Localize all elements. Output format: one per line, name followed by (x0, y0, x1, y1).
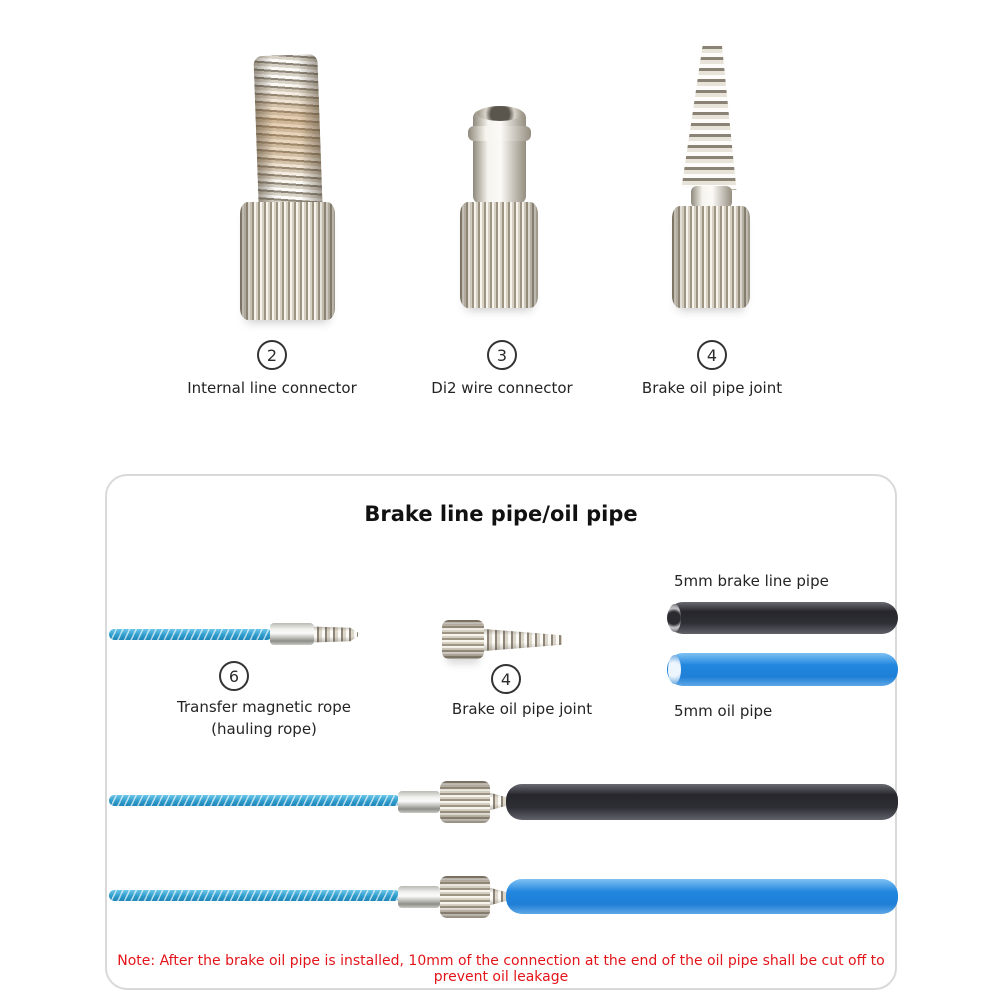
joint-knurled-nut (442, 620, 484, 659)
joint-number: 4 (500, 669, 512, 689)
part-label: Internal line connector (187, 379, 357, 397)
knurled-base (460, 202, 538, 308)
knurled-base (672, 206, 750, 308)
rope-end-sleeve (398, 886, 440, 908)
connector-collar (691, 186, 732, 208)
barrel-opening (477, 106, 523, 121)
rope-end-thread (314, 626, 358, 643)
joint-knurled-nut (440, 781, 490, 823)
coil-thread (681, 42, 741, 190)
oil-pipe-label: 5mm oil pipe (674, 702, 773, 720)
joint-number-badge (491, 664, 521, 694)
caption-di2-wire-connector (402, 340, 602, 397)
brake-line-pipe-sample (667, 602, 898, 634)
rope-end-sleeve (270, 623, 314, 645)
connector-barrel (473, 110, 526, 204)
screw-thread (253, 54, 322, 208)
part-number: 3 (496, 345, 508, 365)
part-label: Di2 wire connector (431, 379, 573, 397)
part-number-badge (697, 340, 727, 370)
connector-collar (468, 126, 531, 141)
magnetic-rope (109, 629, 272, 640)
brake-oil-pipe-joint-photo (672, 43, 750, 308)
joint-label: Brake oil pipe joint (451, 700, 593, 718)
part-number: 2 (266, 345, 278, 365)
part-number-badge (487, 340, 517, 370)
rope-number: 6 (228, 666, 240, 686)
rope-end-sleeve (398, 791, 440, 813)
note-text: Note: After the brake oil pipe is installed, 10mm of the connection at the end of the oil pipe shall be cut off to prevent oil leakage (117, 953, 885, 985)
internal-line-connector-photo (240, 55, 338, 320)
rope-label-line2: (hauling rope) (211, 720, 317, 738)
pipe-opening (668, 655, 681, 684)
brake-line-pipe-panel (105, 474, 897, 990)
brake-line-pipe-assembled (506, 784, 898, 820)
rope-number-badge (219, 661, 249, 691)
di2-wire-connector-photo (460, 106, 540, 312)
black-pipe-label: 5mm brake line pipe (674, 572, 829, 590)
part-label: Brake oil pipe joint (641, 379, 783, 397)
joint-coil-thread (484, 628, 562, 652)
pipe-opening (668, 604, 681, 632)
part-number-badge (257, 340, 287, 370)
panel-title: Brake line pipe/oil pipe (364, 502, 638, 526)
magnetic-rope (109, 890, 400, 901)
oil-pipe-sample (667, 653, 898, 686)
oil-pipe-assembled (506, 879, 898, 914)
joint-knurled-nut (440, 876, 490, 918)
part-number: 4 (706, 345, 718, 365)
caption-internal-line-connector (172, 340, 372, 397)
knurled-base (240, 202, 335, 320)
caption-brake-oil-pipe-joint (612, 340, 812, 397)
magnetic-rope (109, 795, 400, 806)
rope-label-line1: Transfer magnetic rope (177, 698, 351, 716)
